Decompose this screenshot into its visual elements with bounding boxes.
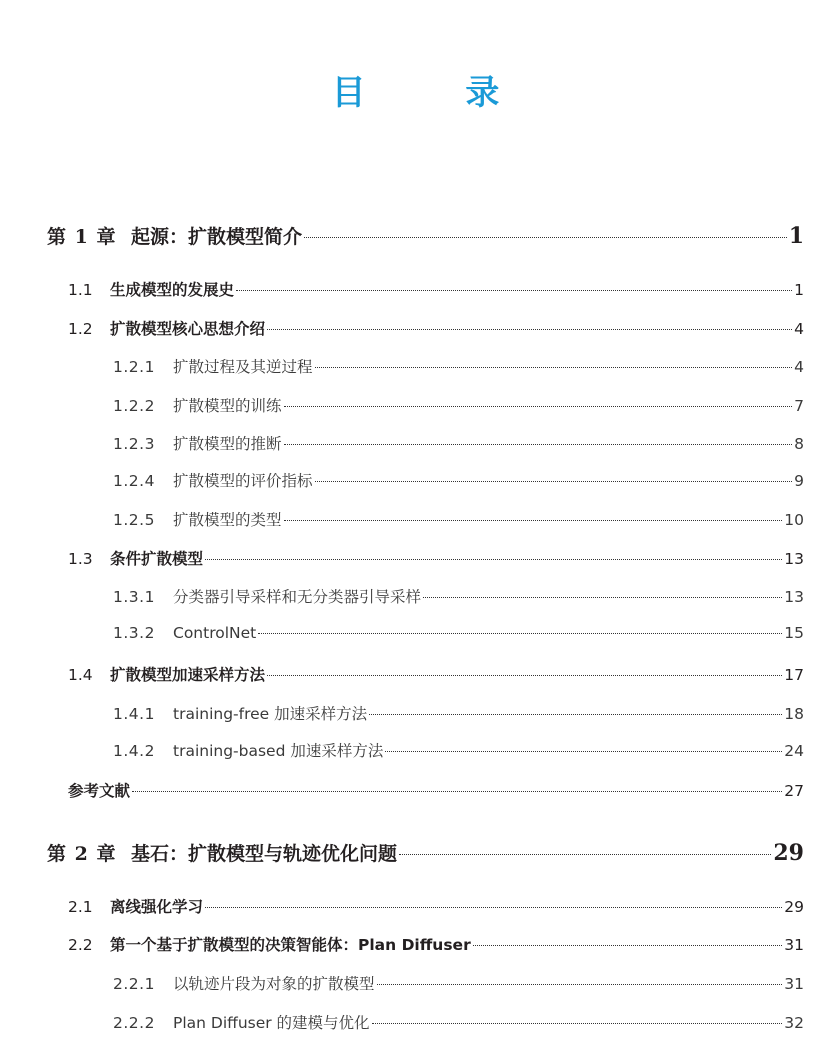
page-number: 31 <box>784 975 804 993</box>
section-title: 扩散模型加速采样方法 <box>110 666 266 684</box>
subsection-number: 1.2.5 <box>113 511 155 529</box>
subsection-title: 分类器引导采样和无分类器引导采样 <box>173 588 422 606</box>
page-number: 1 <box>794 281 804 299</box>
page-number: 29 <box>784 898 804 916</box>
dot-leader <box>284 444 793 445</box>
dot-leader <box>423 597 782 598</box>
toc-subsection-2-2-2[interactable] <box>113 1011 804 1033</box>
section-title: 离线强化学习 <box>110 898 204 916</box>
section-number: 2.2 <box>68 936 93 954</box>
dot-leader <box>315 367 793 368</box>
toc-section-2-2[interactable] <box>68 933 804 955</box>
dot-leader <box>205 907 782 908</box>
page-number: 27 <box>784 782 804 800</box>
subsection-title: training-free 加速采样方法 <box>173 705 368 723</box>
section-number: 1.4 <box>68 666 93 684</box>
toc-subsection-1-2-4[interactable] <box>113 469 804 491</box>
toc-subsection-1-3-2[interactable] <box>113 624 804 642</box>
section-number: 2.1 <box>68 898 93 916</box>
dot-leader <box>236 290 792 291</box>
dot-leader <box>315 481 793 482</box>
toc-section-1-1[interactable] <box>68 278 804 300</box>
subsection-title: 扩散模型的评价指标 <box>173 472 313 490</box>
dot-leader <box>132 791 782 792</box>
subsection-number: 1.4.1 <box>113 705 155 723</box>
toc-section-1-3[interactable] <box>68 547 804 569</box>
page-number: 29 <box>773 840 804 866</box>
toc-section-1-4[interactable] <box>68 663 804 685</box>
subsection-title: 扩散过程及其逆过程 <box>173 358 313 376</box>
chapter-title: 基石：扩散模型与轨迹优化问题 <box>131 843 398 865</box>
dot-leader <box>205 559 782 560</box>
page-number: 10 <box>784 511 804 529</box>
subsection-number: 1.3.2 <box>113 624 155 642</box>
page-number: 15 <box>784 624 804 642</box>
toc-references[interactable] <box>68 779 804 801</box>
toc-subsection-2-2-1[interactable] <box>113 972 804 994</box>
toc-subsection-1-2-5[interactable] <box>113 508 804 530</box>
page-title: 目 录 <box>331 73 544 113</box>
subsection-number: 1.4.2 <box>113 742 155 760</box>
page-number: 18 <box>784 705 804 723</box>
page-number: 1 <box>788 223 804 249</box>
toc-subsection-1-2-3[interactable] <box>113 432 804 454</box>
page-number: 13 <box>784 588 804 606</box>
subsection-title: ControlNet <box>173 624 257 642</box>
subsection-title: Plan Diffuser 的建模与优化 <box>173 1014 370 1032</box>
subsection-title: 扩散模型的训练 <box>173 397 282 415</box>
page-number: 4 <box>794 320 804 338</box>
toc-chapter-2[interactable] <box>47 839 804 866</box>
toc-chapter-1[interactable] <box>47 222 804 249</box>
subsection-title: 扩散模型的类型 <box>173 511 282 529</box>
section-number: 1.3 <box>68 550 93 568</box>
subsection-number: 2.2.2 <box>113 1014 155 1032</box>
page-number: 31 <box>784 936 804 954</box>
subsection-number: 2.2.1 <box>113 975 155 993</box>
dot-leader <box>369 714 782 715</box>
subsection-number: 1.3.1 <box>113 588 155 606</box>
dot-leader <box>399 854 771 855</box>
section-title: 条件扩散模型 <box>110 550 204 568</box>
dot-leader <box>267 675 782 676</box>
toc-subsection-1-2-2[interactable] <box>113 394 804 416</box>
page-number: 32 <box>784 1014 804 1032</box>
subsection-number: 1.2.1 <box>113 358 155 376</box>
section-title: 生成模型的发展史 <box>110 281 235 299</box>
toc-subsection-1-4-2[interactable] <box>113 739 804 761</box>
dot-leader <box>284 520 783 521</box>
section-number: 1.2 <box>68 320 93 338</box>
toc-section-1-2[interactable] <box>68 317 804 339</box>
subsection-number: 1.2.3 <box>113 435 155 453</box>
page-number: 4 <box>794 358 804 376</box>
subsection-number: 1.2.4 <box>113 472 155 490</box>
toc-section-2-1[interactable] <box>68 895 804 917</box>
chapter-number: 第 1 章 <box>47 226 117 248</box>
dot-leader <box>284 406 793 407</box>
dot-leader <box>473 945 783 946</box>
dot-leader <box>267 329 792 330</box>
dot-leader <box>385 751 782 752</box>
dot-leader <box>258 633 782 634</box>
page-number: 13 <box>784 550 804 568</box>
subsection-title: 扩散模型的推断 <box>173 435 282 453</box>
subsection-number: 1.2.2 <box>113 397 155 415</box>
chapter-title: 起源：扩散模型简介 <box>131 226 303 248</box>
section-title: 第一个基于扩散模型的决策智能体：Plan Diffuser <box>110 936 471 954</box>
section-number: 1.1 <box>68 281 93 299</box>
dot-leader <box>304 237 787 238</box>
page-number: 7 <box>794 397 804 415</box>
dot-leader <box>377 984 783 985</box>
toc-subsection-1-2-1[interactable] <box>113 355 804 377</box>
toc-subsection-1-3-1[interactable] <box>113 585 804 607</box>
toc-subsection-1-4-1[interactable] <box>113 702 804 724</box>
page-number: 9 <box>794 472 804 490</box>
page-number: 8 <box>794 435 804 453</box>
dot-leader <box>372 1023 783 1024</box>
chapter-number: 第 2 章 <box>47 843 117 865</box>
subsection-title: 以轨迹片段为对象的扩散模型 <box>173 975 375 993</box>
section-title: 扩散模型核心思想介绍 <box>110 320 266 338</box>
page-number: 17 <box>784 666 804 684</box>
page-number: 24 <box>784 742 804 760</box>
references-title: 参考文献 <box>68 782 131 800</box>
subsection-title: training-based 加速采样方法 <box>173 742 384 760</box>
